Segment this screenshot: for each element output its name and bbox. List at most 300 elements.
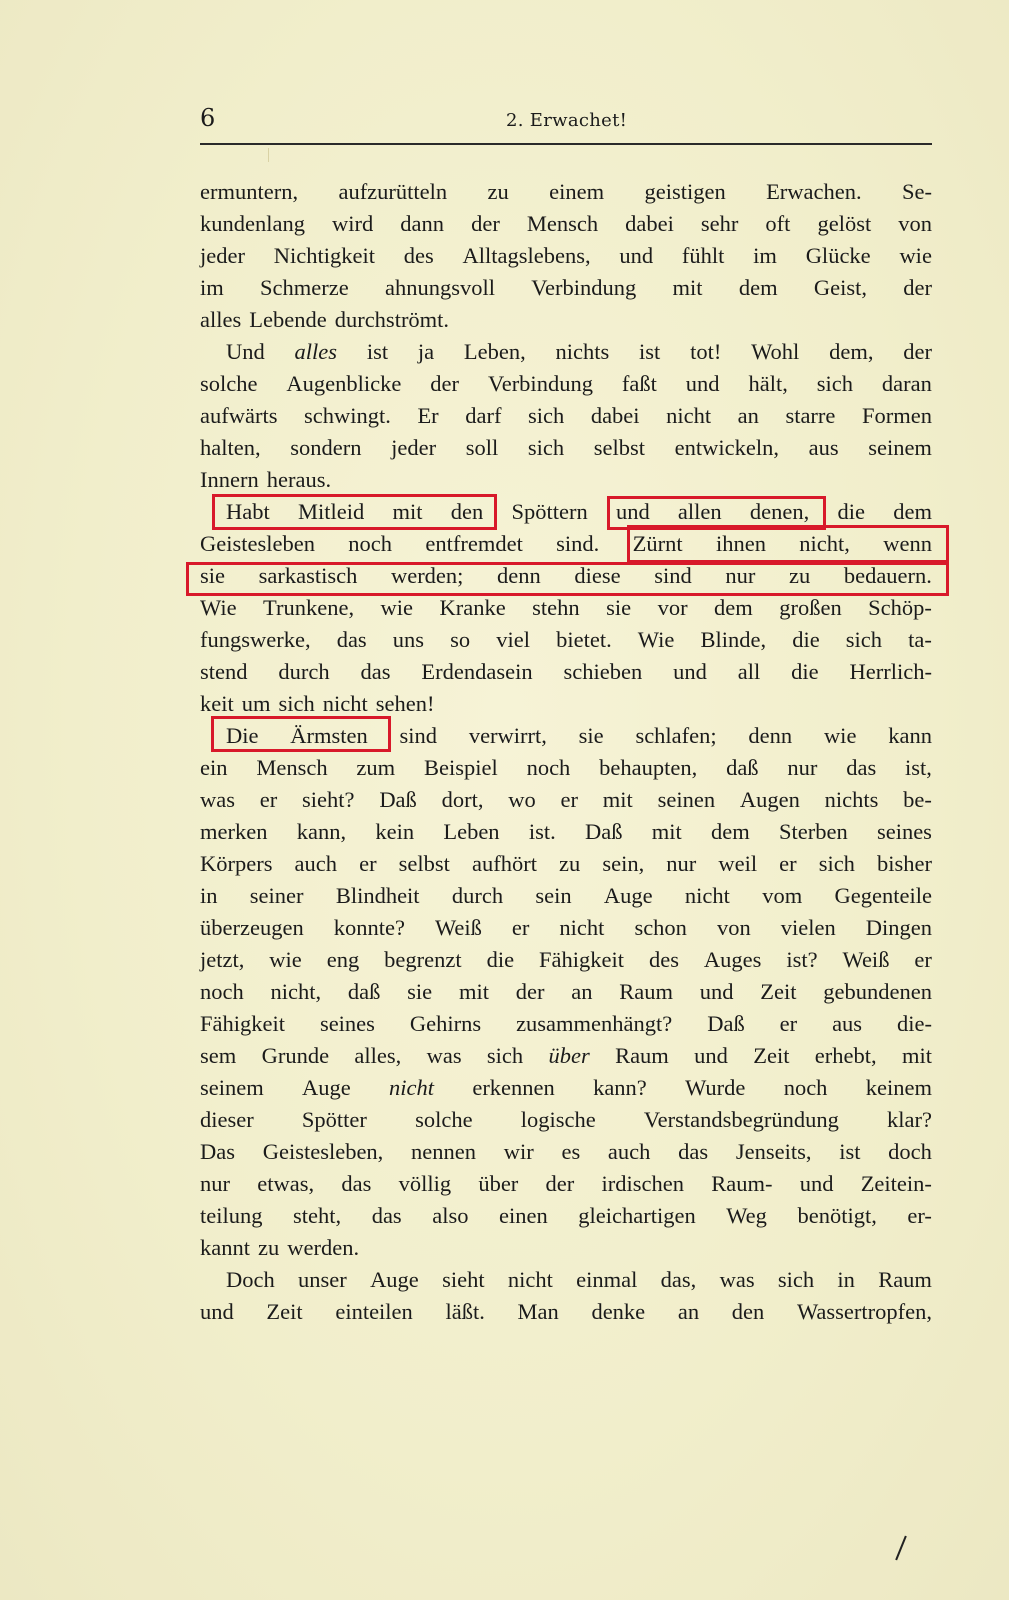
word: nennen [411, 1139, 477, 1164]
word: von [898, 211, 932, 236]
word: bisher [877, 851, 932, 876]
word: über [548, 1043, 590, 1068]
word: erhebt, [814, 1043, 877, 1068]
word: im [200, 275, 224, 300]
word: faßt [621, 371, 657, 396]
word: sie [606, 595, 632, 620]
word: sind [654, 563, 692, 588]
word: von [716, 915, 751, 940]
word: kann? [593, 1075, 647, 1100]
word: ist [366, 339, 389, 364]
pencil-mark [895, 1536, 907, 1561]
word: er [779, 851, 797, 876]
word: läßt. [445, 1299, 485, 1324]
word: Leben [443, 819, 500, 844]
text-line [200, 240, 932, 272]
word: Die [226, 723, 259, 748]
word: nicht [559, 915, 605, 940]
word: Se- [902, 179, 932, 204]
word: des [648, 947, 679, 972]
word: das [371, 1203, 402, 1228]
text-line [200, 1232, 932, 1264]
highlight-box-sarkastisch [186, 562, 949, 596]
word: Mensch [256, 755, 328, 780]
word: uns [392, 627, 425, 652]
word: entfremdet [425, 531, 523, 556]
word: Das [200, 1139, 235, 1164]
word: nicht [684, 883, 730, 908]
text-line [200, 208, 932, 240]
word: fühlt [681, 243, 725, 268]
word: durch [278, 659, 330, 684]
word: Gehirns [409, 1011, 482, 1036]
word: alles, [354, 1043, 402, 1068]
word: sehr [700, 211, 739, 236]
word: Erwachen. [766, 179, 862, 204]
word: Innern [200, 467, 259, 492]
word: Lebende [249, 307, 327, 332]
word: Zeitein- [860, 1171, 932, 1196]
text-line [200, 304, 932, 336]
word: dem [714, 595, 753, 620]
word: seinem [868, 435, 932, 460]
word: nichts [824, 787, 879, 812]
word: Verbindung [487, 371, 593, 396]
word: er- [907, 1203, 932, 1228]
word: denn [497, 563, 541, 588]
word: stehn [532, 595, 580, 620]
word: nicht [322, 691, 368, 716]
word: konnte? [333, 915, 405, 940]
word: in [837, 1267, 855, 1292]
word: zu [487, 179, 509, 204]
header-rule [200, 143, 932, 145]
word: ist [839, 1139, 861, 1164]
text-line [200, 656, 932, 688]
word: sind. [556, 531, 600, 556]
word: aufwärts [200, 403, 278, 428]
word: oft [765, 211, 791, 236]
word: zu [788, 563, 811, 588]
word: nur [787, 755, 818, 780]
word: dem [710, 819, 750, 844]
text-line [200, 464, 932, 496]
word: Augenblicke [286, 371, 402, 396]
word: Wohl [751, 339, 800, 364]
word: Raum [619, 979, 673, 1004]
word: einteilen [335, 1299, 413, 1324]
word: darf [465, 403, 502, 428]
word: sieht? [302, 787, 355, 812]
word: Körpers [200, 851, 273, 876]
word: seinem [200, 1075, 264, 1100]
word: sem [200, 1043, 237, 1068]
word: kannt [200, 1235, 250, 1260]
word: was [200, 787, 235, 812]
word: allen [677, 499, 722, 524]
word: einmal [576, 1267, 638, 1292]
word: an [677, 1299, 700, 1324]
word: durch [451, 883, 504, 908]
highlight-box-habt-mitleid [212, 494, 497, 530]
word: wir [503, 1139, 534, 1164]
word: kundenlang [200, 211, 305, 236]
word: Er [417, 403, 439, 428]
word: vom [762, 883, 803, 908]
word: Beispiel [423, 755, 498, 780]
word: Weiß [434, 915, 482, 940]
text-line [200, 1104, 932, 1136]
word: vor [657, 595, 688, 620]
word: seines [319, 1011, 375, 1036]
word: wird [332, 211, 374, 236]
word: der [903, 339, 932, 364]
word: nicht [389, 1075, 435, 1100]
word: dem [738, 275, 778, 300]
word: schieben [563, 659, 643, 684]
word: und [200, 1299, 234, 1324]
word: Zeit [760, 979, 797, 1004]
word: ahnungsvoll [385, 275, 496, 300]
word: wo [508, 787, 536, 812]
word: und [615, 499, 650, 524]
word: der [515, 979, 545, 1004]
text-line [200, 784, 932, 816]
word: ist. [528, 819, 556, 844]
word: auch [294, 851, 338, 876]
text-line [200, 400, 932, 432]
word: Weg [726, 1203, 767, 1228]
text-line [200, 816, 932, 848]
word: denen, [749, 499, 810, 524]
word: Raum [615, 1043, 669, 1068]
word: über [478, 1171, 519, 1196]
word: Mitleid [297, 499, 365, 524]
word: gleichartigen [578, 1203, 696, 1228]
word: nicht, [799, 531, 850, 556]
word: Jenseits, [735, 1139, 812, 1164]
text-line [200, 1264, 932, 1296]
word: sich [527, 435, 565, 460]
word: die [792, 627, 820, 652]
word: Daß [379, 787, 417, 812]
word: solche [200, 371, 258, 396]
word: so [450, 627, 471, 652]
word: nicht [666, 403, 712, 428]
word: jeder [391, 435, 437, 460]
word: Spötter [301, 1107, 367, 1132]
text-line [200, 976, 932, 1008]
word: und [699, 979, 734, 1004]
word: was [719, 1267, 755, 1292]
word: und [694, 1043, 728, 1068]
word: Man [517, 1299, 559, 1324]
word: Schmerze [260, 275, 349, 300]
word: Alltagslebens, [462, 243, 591, 268]
text-line [200, 912, 932, 944]
running-title: 2. Erwachet! [506, 110, 628, 131]
page-header [200, 104, 932, 144]
word: benötigt, [797, 1203, 877, 1228]
word: Blinde, [700, 627, 767, 652]
word: bietet. [556, 627, 612, 652]
word: es [561, 1139, 581, 1164]
word: be- [903, 787, 932, 812]
word: die [837, 499, 865, 524]
word: logische [520, 1107, 596, 1132]
word: verwirrt, [468, 723, 547, 748]
word: der [903, 275, 932, 300]
word: sein, [602, 851, 645, 876]
word: zu [258, 1235, 280, 1260]
word: zum [356, 755, 396, 780]
text-line [200, 592, 932, 624]
word: Ärmsten [290, 723, 368, 748]
word: Raum- [711, 1171, 773, 1196]
word: ja [417, 339, 435, 364]
word: denn [748, 723, 793, 748]
word: der [545, 1171, 575, 1196]
word: an [571, 979, 593, 1004]
word: sich [845, 627, 883, 652]
word: etwas, [257, 1171, 315, 1196]
word: großen [779, 595, 842, 620]
word: Wassertropfen, [796, 1299, 932, 1324]
word: Fähigkeit [539, 947, 625, 972]
word: gebundenen [823, 979, 932, 1004]
word: und [673, 659, 707, 684]
word: wie [899, 243, 932, 268]
word: um [241, 691, 271, 716]
word: den [731, 1299, 765, 1324]
text-line [200, 1168, 932, 1200]
word: mit [458, 979, 489, 1004]
word: dieser [200, 1107, 254, 1132]
word: ermuntern, [200, 179, 299, 204]
word: Wurde [685, 1075, 746, 1100]
word: mit [672, 275, 703, 300]
word: dabei [625, 211, 674, 236]
word: die [486, 947, 515, 972]
word: weil [718, 851, 758, 876]
word: und [799, 1171, 834, 1196]
word: zu [559, 851, 581, 876]
word: Zeit [266, 1299, 303, 1324]
text-line [200, 1008, 932, 1040]
word: sie [407, 979, 433, 1004]
word: daß [726, 755, 759, 780]
highlight-box-zuernt-ihnen-nicht [627, 525, 949, 563]
word: dem [893, 499, 932, 524]
word: Herrlich- [849, 659, 932, 684]
word: Glücke [805, 243, 871, 268]
word: das [336, 627, 367, 652]
word: jeder [200, 243, 245, 268]
word: das [678, 1139, 709, 1164]
word: durchströmt. [334, 307, 450, 332]
word: Mensch [526, 211, 599, 236]
word: Geist, [813, 275, 867, 300]
word: nichts [555, 339, 610, 364]
word: sieht [442, 1267, 485, 1292]
word: nicht [507, 1267, 553, 1292]
word: Trunkene, [263, 595, 355, 620]
word: alles [294, 339, 338, 364]
word: Leben, [463, 339, 526, 364]
text-line [200, 1072, 932, 1104]
text-line [200, 368, 932, 400]
word: ist [639, 339, 661, 364]
word: heraus. [266, 467, 332, 492]
word: noch [526, 755, 571, 780]
word: keinem [865, 1075, 932, 1100]
text-line [200, 1296, 932, 1328]
word: nur [725, 563, 756, 588]
word: schwingt. [304, 403, 391, 428]
text-line [200, 432, 932, 464]
word: was [426, 1043, 462, 1068]
word: seines [876, 819, 932, 844]
word: aus [832, 1011, 863, 1036]
word: sich [777, 1267, 815, 1292]
word: daß [347, 979, 381, 1004]
word: er [914, 947, 932, 972]
word: starre [785, 403, 836, 428]
word: Sterben [778, 819, 848, 844]
word: dort, [441, 787, 484, 812]
word: er [511, 915, 530, 940]
word: fungswerke, [200, 627, 311, 652]
word: soll [465, 435, 499, 460]
word: einem [549, 179, 605, 204]
word: Auge [370, 1267, 419, 1292]
word: Geistesleben, [262, 1139, 384, 1164]
word: selbst [398, 851, 450, 876]
word: Fähigkeit [200, 1011, 285, 1036]
word: geistigen [644, 179, 726, 204]
text-line [200, 1200, 932, 1232]
word: nicht, [270, 979, 322, 1004]
word: also [432, 1203, 469, 1228]
word: Verbindung [531, 275, 637, 300]
word: den [450, 499, 484, 524]
word: unser [298, 1267, 347, 1292]
word: auch [607, 1139, 651, 1164]
word: Nichtigkeit [273, 243, 375, 268]
word: zusammenhängt? [516, 1011, 673, 1036]
text-line [200, 176, 932, 208]
word: sondern [290, 435, 362, 460]
text-line [200, 752, 932, 784]
word: entwickeln, [674, 435, 779, 460]
word: wie [269, 947, 302, 972]
word: denke [591, 1299, 646, 1324]
word: sich [528, 403, 565, 428]
word: die [791, 659, 819, 684]
text-line [200, 848, 932, 880]
word: merken [200, 819, 268, 844]
word: noch [348, 531, 393, 556]
text-line [200, 944, 932, 976]
word: kann [888, 723, 932, 748]
word: hält, [748, 371, 788, 396]
word: einen [499, 1203, 548, 1228]
word: Wie [200, 595, 237, 620]
highlight-box-die-aermsten [211, 716, 391, 752]
word: mit [901, 1043, 932, 1068]
word: des [403, 243, 434, 268]
word: mit [392, 499, 423, 524]
word: Verstandsbegründung [643, 1107, 839, 1132]
word: mit [651, 819, 682, 844]
word: das [846, 755, 877, 780]
word: irdischen [601, 1171, 684, 1196]
text-line [200, 624, 932, 656]
word: das, [660, 1267, 697, 1292]
word: begrenzt [384, 947, 462, 972]
word: keit [200, 691, 234, 716]
word: halten, [200, 435, 261, 460]
word: diese [574, 563, 621, 588]
paper-speck [268, 148, 275, 162]
word: klar? [887, 1107, 932, 1132]
word: nur [666, 851, 697, 876]
word: mit [602, 787, 633, 812]
word: Dingen [865, 915, 932, 940]
word: und [685, 371, 720, 396]
word: Raum [878, 1267, 932, 1292]
word: doch [888, 1139, 932, 1164]
word: sein [535, 883, 572, 908]
word: noch [783, 1075, 828, 1100]
word: Grunde [261, 1043, 330, 1068]
text-line [200, 272, 932, 304]
word: Formen [861, 403, 932, 428]
word: wie [380, 595, 414, 620]
word: er [560, 787, 579, 812]
word: ein [200, 755, 228, 780]
word: sich [818, 851, 855, 876]
word: jetzt, [200, 947, 245, 972]
word: Auges [703, 947, 762, 972]
word: aufzurütteln [338, 179, 448, 204]
word: er [359, 851, 377, 876]
word: aufhört [471, 851, 537, 876]
word: viel [496, 627, 530, 652]
text-line [200, 880, 932, 912]
word: kein [375, 819, 415, 844]
word: dabei [590, 403, 640, 428]
word: Geistesleben [200, 531, 315, 556]
word: sind [399, 723, 438, 748]
word: teilung [200, 1203, 263, 1228]
word: wenn [883, 531, 932, 556]
word: selbst [593, 435, 645, 460]
word: Weiß [842, 947, 890, 972]
word: nur [200, 1171, 230, 1196]
word: Daß [584, 819, 623, 844]
text-line [200, 336, 932, 368]
word: bedauern. [843, 563, 932, 588]
word: erkennen [472, 1075, 555, 1100]
word: Erdendasein [421, 659, 533, 684]
word: ist, [905, 755, 932, 780]
word: sehen! [375, 691, 435, 716]
word: gelöst [817, 211, 872, 236]
word: die- [897, 1011, 932, 1036]
word: sarkastisch [258, 563, 358, 588]
word: er [259, 787, 278, 812]
